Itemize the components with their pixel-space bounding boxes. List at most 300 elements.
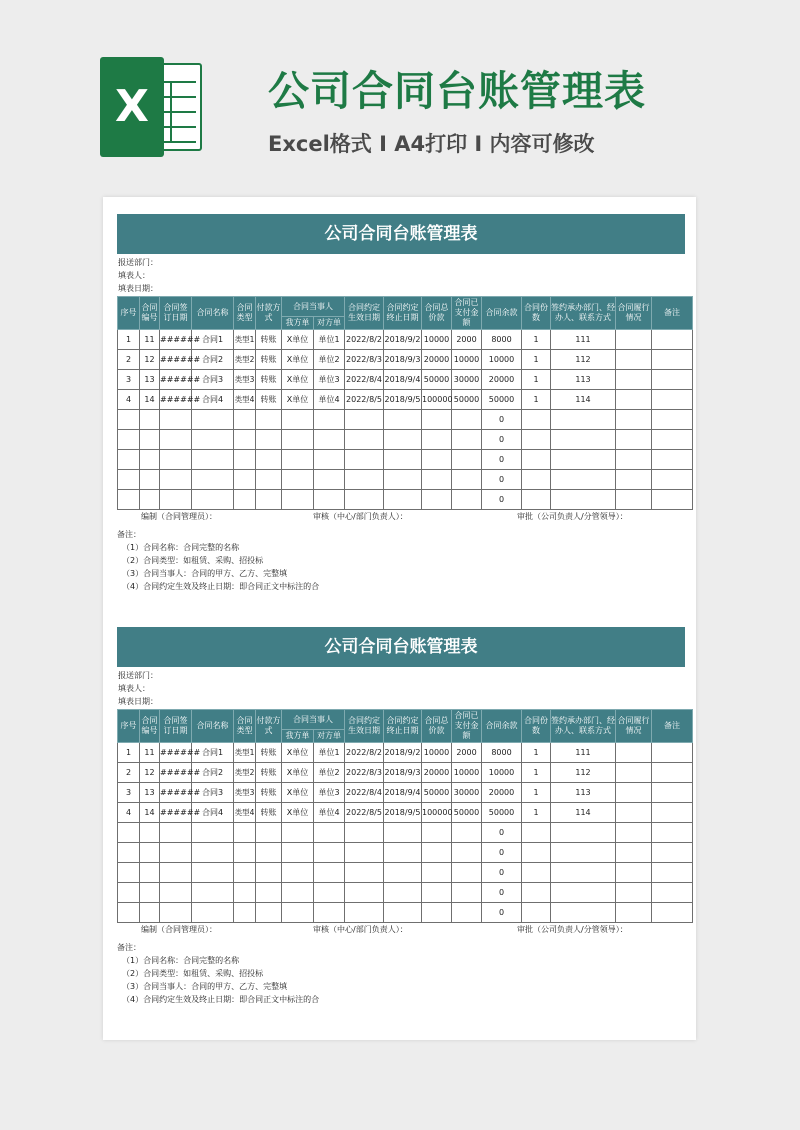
table-cell[interactable] bbox=[616, 843, 652, 863]
table-cell[interactable]: 50000 bbox=[452, 803, 482, 823]
table-cell[interactable] bbox=[256, 903, 282, 923]
table-cell[interactable] bbox=[616, 803, 652, 823]
table-cell[interactable] bbox=[118, 410, 140, 430]
table-cell[interactable] bbox=[452, 823, 482, 843]
table-cell[interactable] bbox=[345, 883, 384, 903]
table-cell[interactable] bbox=[616, 450, 652, 470]
table-cell[interactable] bbox=[118, 863, 140, 883]
table-cell[interactable]: 113 bbox=[551, 783, 616, 803]
table-cell[interactable]: 转账 bbox=[256, 743, 282, 763]
table-cell[interactable] bbox=[422, 490, 452, 510]
table-cell[interactable] bbox=[452, 430, 482, 450]
table-cell[interactable]: 合同3 bbox=[192, 783, 234, 803]
table-cell[interactable] bbox=[384, 490, 422, 510]
table-cell[interactable] bbox=[616, 903, 652, 923]
table-cell[interactable] bbox=[345, 903, 384, 923]
table-cell[interactable]: 13 bbox=[140, 370, 160, 390]
table-cell[interactable] bbox=[256, 490, 282, 510]
table-cell[interactable]: 0 bbox=[482, 470, 522, 490]
table-cell[interactable] bbox=[140, 430, 160, 450]
table-cell[interactable] bbox=[234, 470, 256, 490]
table-cell[interactable] bbox=[192, 903, 234, 923]
table-cell[interactable]: 112 bbox=[551, 350, 616, 370]
table-cell[interactable]: X单位 bbox=[282, 743, 314, 763]
table-cell[interactable]: 11 bbox=[140, 743, 160, 763]
table-cell[interactable] bbox=[192, 410, 234, 430]
table-cell[interactable] bbox=[140, 410, 160, 430]
table-cell[interactable]: 1 bbox=[522, 763, 551, 783]
table-cell[interactable]: 转账 bbox=[256, 783, 282, 803]
table-cell[interactable]: 转账 bbox=[256, 330, 282, 350]
table-cell[interactable]: 10000 bbox=[482, 350, 522, 370]
table-cell[interactable]: 1 bbox=[522, 743, 551, 763]
table-cell[interactable]: 12 bbox=[140, 763, 160, 783]
table-cell[interactable] bbox=[384, 430, 422, 450]
table-cell[interactable]: 8000 bbox=[482, 743, 522, 763]
table-cell[interactable] bbox=[652, 903, 693, 923]
table-cell[interactable] bbox=[652, 883, 693, 903]
table-cell[interactable] bbox=[551, 410, 616, 430]
table-cell[interactable] bbox=[616, 783, 652, 803]
table-cell[interactable] bbox=[452, 470, 482, 490]
table-cell[interactable] bbox=[140, 470, 160, 490]
table-cell[interactable]: 0 bbox=[482, 410, 522, 430]
table-cell[interactable] bbox=[160, 430, 192, 450]
table-cell[interactable]: X单位 bbox=[282, 390, 314, 410]
table-cell[interactable] bbox=[652, 430, 693, 450]
table-cell[interactable]: 2000 bbox=[452, 330, 482, 350]
table-cell[interactable]: ###### bbox=[160, 390, 192, 410]
table-cell[interactable] bbox=[384, 883, 422, 903]
table-cell[interactable]: 合同1 bbox=[192, 330, 234, 350]
table-cell[interactable] bbox=[616, 763, 652, 783]
table-cell[interactable]: ###### bbox=[160, 803, 192, 823]
table-cell[interactable]: 合同3 bbox=[192, 370, 234, 390]
table-cell[interactable] bbox=[422, 430, 452, 450]
table-cell[interactable] bbox=[192, 450, 234, 470]
table-cell[interactable]: 合同2 bbox=[192, 763, 234, 783]
table-cell[interactable] bbox=[384, 903, 422, 923]
table-cell[interactable]: 类型4 bbox=[234, 803, 256, 823]
table-cell[interactable]: X单位 bbox=[282, 370, 314, 390]
table-cell[interactable]: 10000 bbox=[482, 763, 522, 783]
table-cell[interactable]: 单位3 bbox=[314, 783, 345, 803]
table-cell[interactable] bbox=[256, 843, 282, 863]
table-cell[interactable] bbox=[522, 863, 551, 883]
table-cell[interactable] bbox=[652, 743, 693, 763]
table-cell[interactable] bbox=[522, 823, 551, 843]
table-cell[interactable]: 类型3 bbox=[234, 370, 256, 390]
table-cell[interactable]: 2 bbox=[118, 350, 140, 370]
table-cell[interactable] bbox=[234, 410, 256, 430]
table-cell[interactable]: 0 bbox=[482, 863, 522, 883]
table-cell[interactable]: 2022/8/5 bbox=[345, 390, 384, 410]
table-cell[interactable] bbox=[522, 490, 551, 510]
table-cell[interactable] bbox=[384, 470, 422, 490]
table-cell[interactable]: ###### bbox=[160, 783, 192, 803]
table-cell[interactable] bbox=[140, 450, 160, 470]
table-cell[interactable]: 1 bbox=[522, 390, 551, 410]
table-cell[interactable]: X单位 bbox=[282, 330, 314, 350]
table-cell[interactable]: 类型2 bbox=[234, 350, 256, 370]
table-cell[interactable]: 合同1 bbox=[192, 743, 234, 763]
table-cell[interactable] bbox=[256, 470, 282, 490]
table-cell[interactable] bbox=[160, 823, 192, 843]
table-cell[interactable]: 20000 bbox=[422, 350, 452, 370]
table-cell[interactable] bbox=[551, 903, 616, 923]
table-cell[interactable] bbox=[345, 450, 384, 470]
table-cell[interactable]: 2022/8/2 bbox=[345, 743, 384, 763]
table-cell[interactable] bbox=[551, 883, 616, 903]
table-cell[interactable]: 30000 bbox=[452, 370, 482, 390]
table-cell[interactable]: 50000 bbox=[482, 803, 522, 823]
table-cell[interactable] bbox=[422, 883, 452, 903]
table-cell[interactable]: 11 bbox=[140, 330, 160, 350]
table-cell[interactable]: 2018/9/3 bbox=[384, 763, 422, 783]
table-cell[interactable] bbox=[192, 470, 234, 490]
table-cell[interactable]: 8000 bbox=[482, 330, 522, 350]
table-cell[interactable]: 1 bbox=[522, 350, 551, 370]
table-cell[interactable] bbox=[234, 883, 256, 903]
table-cell[interactable]: 50000 bbox=[422, 783, 452, 803]
table-cell[interactable] bbox=[345, 823, 384, 843]
table-cell[interactable]: 2022/8/3 bbox=[345, 763, 384, 783]
table-cell[interactable]: 10000 bbox=[422, 330, 452, 350]
table-cell[interactable] bbox=[652, 490, 693, 510]
table-cell[interactable] bbox=[551, 470, 616, 490]
table-cell[interactable]: 0 bbox=[482, 903, 522, 923]
table-cell[interactable]: 转账 bbox=[256, 370, 282, 390]
table-cell[interactable]: 111 bbox=[551, 743, 616, 763]
table-cell[interactable] bbox=[652, 350, 693, 370]
table-cell[interactable] bbox=[314, 823, 345, 843]
table-cell[interactable]: 50000 bbox=[482, 390, 522, 410]
table-cell[interactable]: 50000 bbox=[422, 370, 452, 390]
table-cell[interactable]: 1 bbox=[522, 330, 551, 350]
table-cell[interactable] bbox=[234, 450, 256, 470]
table-cell[interactable] bbox=[314, 490, 345, 510]
table-cell[interactable]: ###### bbox=[160, 743, 192, 763]
table-cell[interactable] bbox=[652, 450, 693, 470]
table-cell[interactable] bbox=[256, 883, 282, 903]
table-cell[interactable] bbox=[234, 490, 256, 510]
table-cell[interactable]: 转账 bbox=[256, 390, 282, 410]
table-cell[interactable]: 14 bbox=[140, 803, 160, 823]
table-cell[interactable] bbox=[522, 430, 551, 450]
table-cell[interactable] bbox=[140, 903, 160, 923]
table-cell[interactable]: 12 bbox=[140, 350, 160, 370]
table-cell[interactable] bbox=[282, 843, 314, 863]
table-cell[interactable] bbox=[140, 883, 160, 903]
table-cell[interactable]: 1 bbox=[522, 803, 551, 823]
table-cell[interactable] bbox=[118, 903, 140, 923]
table-cell[interactable] bbox=[616, 390, 652, 410]
table-cell[interactable] bbox=[652, 863, 693, 883]
table-cell[interactable] bbox=[616, 470, 652, 490]
table-cell[interactable] bbox=[282, 823, 314, 843]
table-cell[interactable] bbox=[551, 450, 616, 470]
table-cell[interactable] bbox=[616, 430, 652, 450]
table-cell[interactable] bbox=[234, 903, 256, 923]
table-cell[interactable] bbox=[118, 843, 140, 863]
table-cell[interactable] bbox=[160, 883, 192, 903]
table-cell[interactable] bbox=[314, 450, 345, 470]
table-cell[interactable]: X单位 bbox=[282, 783, 314, 803]
table-cell[interactable] bbox=[234, 430, 256, 450]
table-cell[interactable] bbox=[422, 843, 452, 863]
table-cell[interactable] bbox=[282, 410, 314, 430]
table-cell[interactable]: ###### bbox=[160, 763, 192, 783]
table-cell[interactable] bbox=[551, 490, 616, 510]
table-cell[interactable]: 2018/9/2 bbox=[384, 743, 422, 763]
table-cell[interactable] bbox=[652, 803, 693, 823]
table-cell[interactable]: 类型3 bbox=[234, 783, 256, 803]
table-cell[interactable] bbox=[345, 490, 384, 510]
table-cell[interactable]: 1 bbox=[522, 783, 551, 803]
table-cell[interactable]: 转账 bbox=[256, 803, 282, 823]
table-cell[interactable] bbox=[192, 863, 234, 883]
table-cell[interactable] bbox=[422, 823, 452, 843]
table-cell[interactable] bbox=[314, 903, 345, 923]
table-cell[interactable] bbox=[551, 843, 616, 863]
table-cell[interactable] bbox=[118, 490, 140, 510]
table-cell[interactable] bbox=[652, 763, 693, 783]
table-cell[interactable]: 0 bbox=[482, 883, 522, 903]
table-cell[interactable] bbox=[282, 450, 314, 470]
table-cell[interactable] bbox=[345, 410, 384, 430]
table-cell[interactable] bbox=[345, 430, 384, 450]
table-cell[interactable]: 单位4 bbox=[314, 390, 345, 410]
table-cell[interactable]: 1 bbox=[118, 743, 140, 763]
table-cell[interactable] bbox=[616, 883, 652, 903]
table-cell[interactable]: 类型2 bbox=[234, 763, 256, 783]
table-cell[interactable] bbox=[616, 350, 652, 370]
table-cell[interactable] bbox=[652, 390, 693, 410]
table-cell[interactable]: 单位4 bbox=[314, 803, 345, 823]
table-cell[interactable] bbox=[452, 883, 482, 903]
table-cell[interactable] bbox=[160, 843, 192, 863]
table-cell[interactable]: 2000 bbox=[452, 743, 482, 763]
table-cell[interactable] bbox=[234, 863, 256, 883]
table-cell[interactable]: 类型1 bbox=[234, 330, 256, 350]
table-cell[interactable] bbox=[256, 863, 282, 883]
table-cell[interactable] bbox=[140, 490, 160, 510]
table-cell[interactable]: 4 bbox=[118, 803, 140, 823]
table-cell[interactable]: 20000 bbox=[482, 370, 522, 390]
table-cell[interactable] bbox=[192, 843, 234, 863]
table-cell[interactable] bbox=[118, 430, 140, 450]
table-cell[interactable] bbox=[616, 490, 652, 510]
table-cell[interactable] bbox=[282, 430, 314, 450]
table-cell[interactable]: 合同4 bbox=[192, 390, 234, 410]
table-cell[interactable]: 114 bbox=[551, 390, 616, 410]
table-cell[interactable]: X单位 bbox=[282, 350, 314, 370]
table-cell[interactable] bbox=[452, 450, 482, 470]
table-cell[interactable] bbox=[160, 450, 192, 470]
table-cell[interactable] bbox=[652, 330, 693, 350]
table-cell[interactable]: 2018/9/5 bbox=[384, 803, 422, 823]
table-cell[interactable]: 50000 bbox=[452, 390, 482, 410]
table-cell[interactable]: X单位 bbox=[282, 803, 314, 823]
table-cell[interactable]: 2 bbox=[118, 763, 140, 783]
table-cell[interactable] bbox=[118, 470, 140, 490]
table-cell[interactable] bbox=[256, 450, 282, 470]
table-cell[interactable] bbox=[522, 410, 551, 430]
table-cell[interactable]: 111 bbox=[551, 330, 616, 350]
table-cell[interactable] bbox=[522, 450, 551, 470]
table-cell[interactable]: ###### bbox=[160, 350, 192, 370]
table-cell[interactable]: 单位3 bbox=[314, 370, 345, 390]
table-cell[interactable] bbox=[192, 430, 234, 450]
table-cell[interactable]: 30000 bbox=[452, 783, 482, 803]
table-cell[interactable] bbox=[282, 490, 314, 510]
table-cell[interactable]: 0 bbox=[482, 843, 522, 863]
table-cell[interactable]: 0 bbox=[482, 823, 522, 843]
table-cell[interactable] bbox=[282, 883, 314, 903]
table-cell[interactable] bbox=[384, 863, 422, 883]
table-cell[interactable] bbox=[160, 490, 192, 510]
table-cell[interactable] bbox=[422, 863, 452, 883]
table-cell[interactable]: 转账 bbox=[256, 763, 282, 783]
table-cell[interactable] bbox=[616, 863, 652, 883]
table-cell[interactable]: 4 bbox=[118, 390, 140, 410]
table-cell[interactable] bbox=[314, 430, 345, 450]
table-cell[interactable] bbox=[652, 370, 693, 390]
table-cell[interactable]: 20000 bbox=[482, 783, 522, 803]
table-cell[interactable] bbox=[384, 823, 422, 843]
table-cell[interactable]: 114 bbox=[551, 803, 616, 823]
table-cell[interactable] bbox=[140, 863, 160, 883]
table-cell[interactable] bbox=[422, 450, 452, 470]
table-cell[interactable]: 类型1 bbox=[234, 743, 256, 763]
table-cell[interactable] bbox=[551, 863, 616, 883]
table-cell[interactable]: 10000 bbox=[452, 350, 482, 370]
table-cell[interactable]: 100000 bbox=[422, 390, 452, 410]
table-cell[interactable] bbox=[256, 410, 282, 430]
table-cell[interactable] bbox=[160, 903, 192, 923]
table-cell[interactable]: 单位2 bbox=[314, 350, 345, 370]
table-cell[interactable] bbox=[384, 450, 422, 470]
table-cell[interactable] bbox=[616, 370, 652, 390]
table-cell[interactable]: 2022/8/4 bbox=[345, 370, 384, 390]
table-cell[interactable]: 2022/8/5 bbox=[345, 803, 384, 823]
table-cell[interactable] bbox=[384, 410, 422, 430]
table-cell[interactable] bbox=[140, 843, 160, 863]
table-cell[interactable] bbox=[551, 823, 616, 843]
table-cell[interactable] bbox=[652, 470, 693, 490]
table-cell[interactable] bbox=[551, 430, 616, 450]
table-cell[interactable] bbox=[234, 843, 256, 863]
table-cell[interactable] bbox=[314, 843, 345, 863]
table-cell[interactable] bbox=[282, 470, 314, 490]
table-cell[interactable] bbox=[118, 883, 140, 903]
table-cell[interactable]: 转账 bbox=[256, 350, 282, 370]
table-cell[interactable] bbox=[652, 843, 693, 863]
table-cell[interactable]: 113 bbox=[551, 370, 616, 390]
table-cell[interactable]: 单位1 bbox=[314, 743, 345, 763]
table-cell[interactable]: 10000 bbox=[422, 743, 452, 763]
table-cell[interactable] bbox=[452, 843, 482, 863]
table-cell[interactable] bbox=[160, 863, 192, 883]
table-cell[interactable] bbox=[652, 823, 693, 843]
table-cell[interactable]: 合同4 bbox=[192, 803, 234, 823]
table-cell[interactable] bbox=[345, 470, 384, 490]
table-cell[interactable] bbox=[345, 843, 384, 863]
table-cell[interactable] bbox=[422, 470, 452, 490]
table-cell[interactable] bbox=[256, 823, 282, 843]
table-cell[interactable]: 14 bbox=[140, 390, 160, 410]
table-cell[interactable] bbox=[192, 823, 234, 843]
table-cell[interactable] bbox=[422, 410, 452, 430]
table-cell[interactable]: 2022/8/2 bbox=[345, 330, 384, 350]
table-cell[interactable] bbox=[192, 490, 234, 510]
table-cell[interactable] bbox=[314, 863, 345, 883]
table-cell[interactable] bbox=[522, 903, 551, 923]
table-cell[interactable] bbox=[522, 470, 551, 490]
table-cell[interactable] bbox=[256, 430, 282, 450]
table-cell[interactable]: 合同2 bbox=[192, 350, 234, 370]
table-cell[interactable] bbox=[314, 410, 345, 430]
table-cell[interactable] bbox=[422, 903, 452, 923]
table-cell[interactable]: 20000 bbox=[422, 763, 452, 783]
table-cell[interactable] bbox=[522, 883, 551, 903]
table-cell[interactable]: 单位2 bbox=[314, 763, 345, 783]
table-cell[interactable] bbox=[234, 823, 256, 843]
table-cell[interactable] bbox=[192, 883, 234, 903]
table-cell[interactable] bbox=[616, 743, 652, 763]
table-cell[interactable]: X单位 bbox=[282, 763, 314, 783]
table-cell[interactable] bbox=[314, 470, 345, 490]
table-cell[interactable] bbox=[384, 843, 422, 863]
table-cell[interactable] bbox=[522, 843, 551, 863]
table-cell[interactable]: 100000 bbox=[422, 803, 452, 823]
table-cell[interactable]: 3 bbox=[118, 783, 140, 803]
table-cell[interactable]: 1 bbox=[522, 370, 551, 390]
table-cell[interactable]: 2022/8/4 bbox=[345, 783, 384, 803]
table-cell[interactable] bbox=[452, 410, 482, 430]
table-cell[interactable] bbox=[652, 783, 693, 803]
table-cell[interactable] bbox=[140, 823, 160, 843]
table-cell[interactable]: 13 bbox=[140, 783, 160, 803]
table-cell[interactable]: 112 bbox=[551, 763, 616, 783]
table-cell[interactable] bbox=[616, 330, 652, 350]
table-cell[interactable] bbox=[616, 410, 652, 430]
table-cell[interactable]: 2018/9/4 bbox=[384, 370, 422, 390]
table-cell[interactable] bbox=[452, 903, 482, 923]
table-cell[interactable]: 2022/8/3 bbox=[345, 350, 384, 370]
table-cell[interactable]: 0 bbox=[482, 450, 522, 470]
table-cell[interactable]: ###### bbox=[160, 370, 192, 390]
table-cell[interactable] bbox=[345, 863, 384, 883]
table-cell[interactable] bbox=[314, 883, 345, 903]
table-cell[interactable]: 单位1 bbox=[314, 330, 345, 350]
table-cell[interactable] bbox=[118, 823, 140, 843]
table-cell[interactable]: 1 bbox=[118, 330, 140, 350]
table-cell[interactable]: 2018/9/2 bbox=[384, 330, 422, 350]
table-cell[interactable] bbox=[282, 863, 314, 883]
table-cell[interactable] bbox=[282, 903, 314, 923]
table-cell[interactable]: 2018/9/3 bbox=[384, 350, 422, 370]
table-cell[interactable]: 类型4 bbox=[234, 390, 256, 410]
table-cell[interactable] bbox=[616, 823, 652, 843]
table-cell[interactable] bbox=[652, 410, 693, 430]
table-cell[interactable]: ###### bbox=[160, 330, 192, 350]
table-cell[interactable] bbox=[160, 410, 192, 430]
table-cell[interactable] bbox=[452, 863, 482, 883]
table-cell[interactable]: 2018/9/4 bbox=[384, 783, 422, 803]
table-cell[interactable]: 0 bbox=[482, 490, 522, 510]
table-cell[interactable] bbox=[452, 490, 482, 510]
